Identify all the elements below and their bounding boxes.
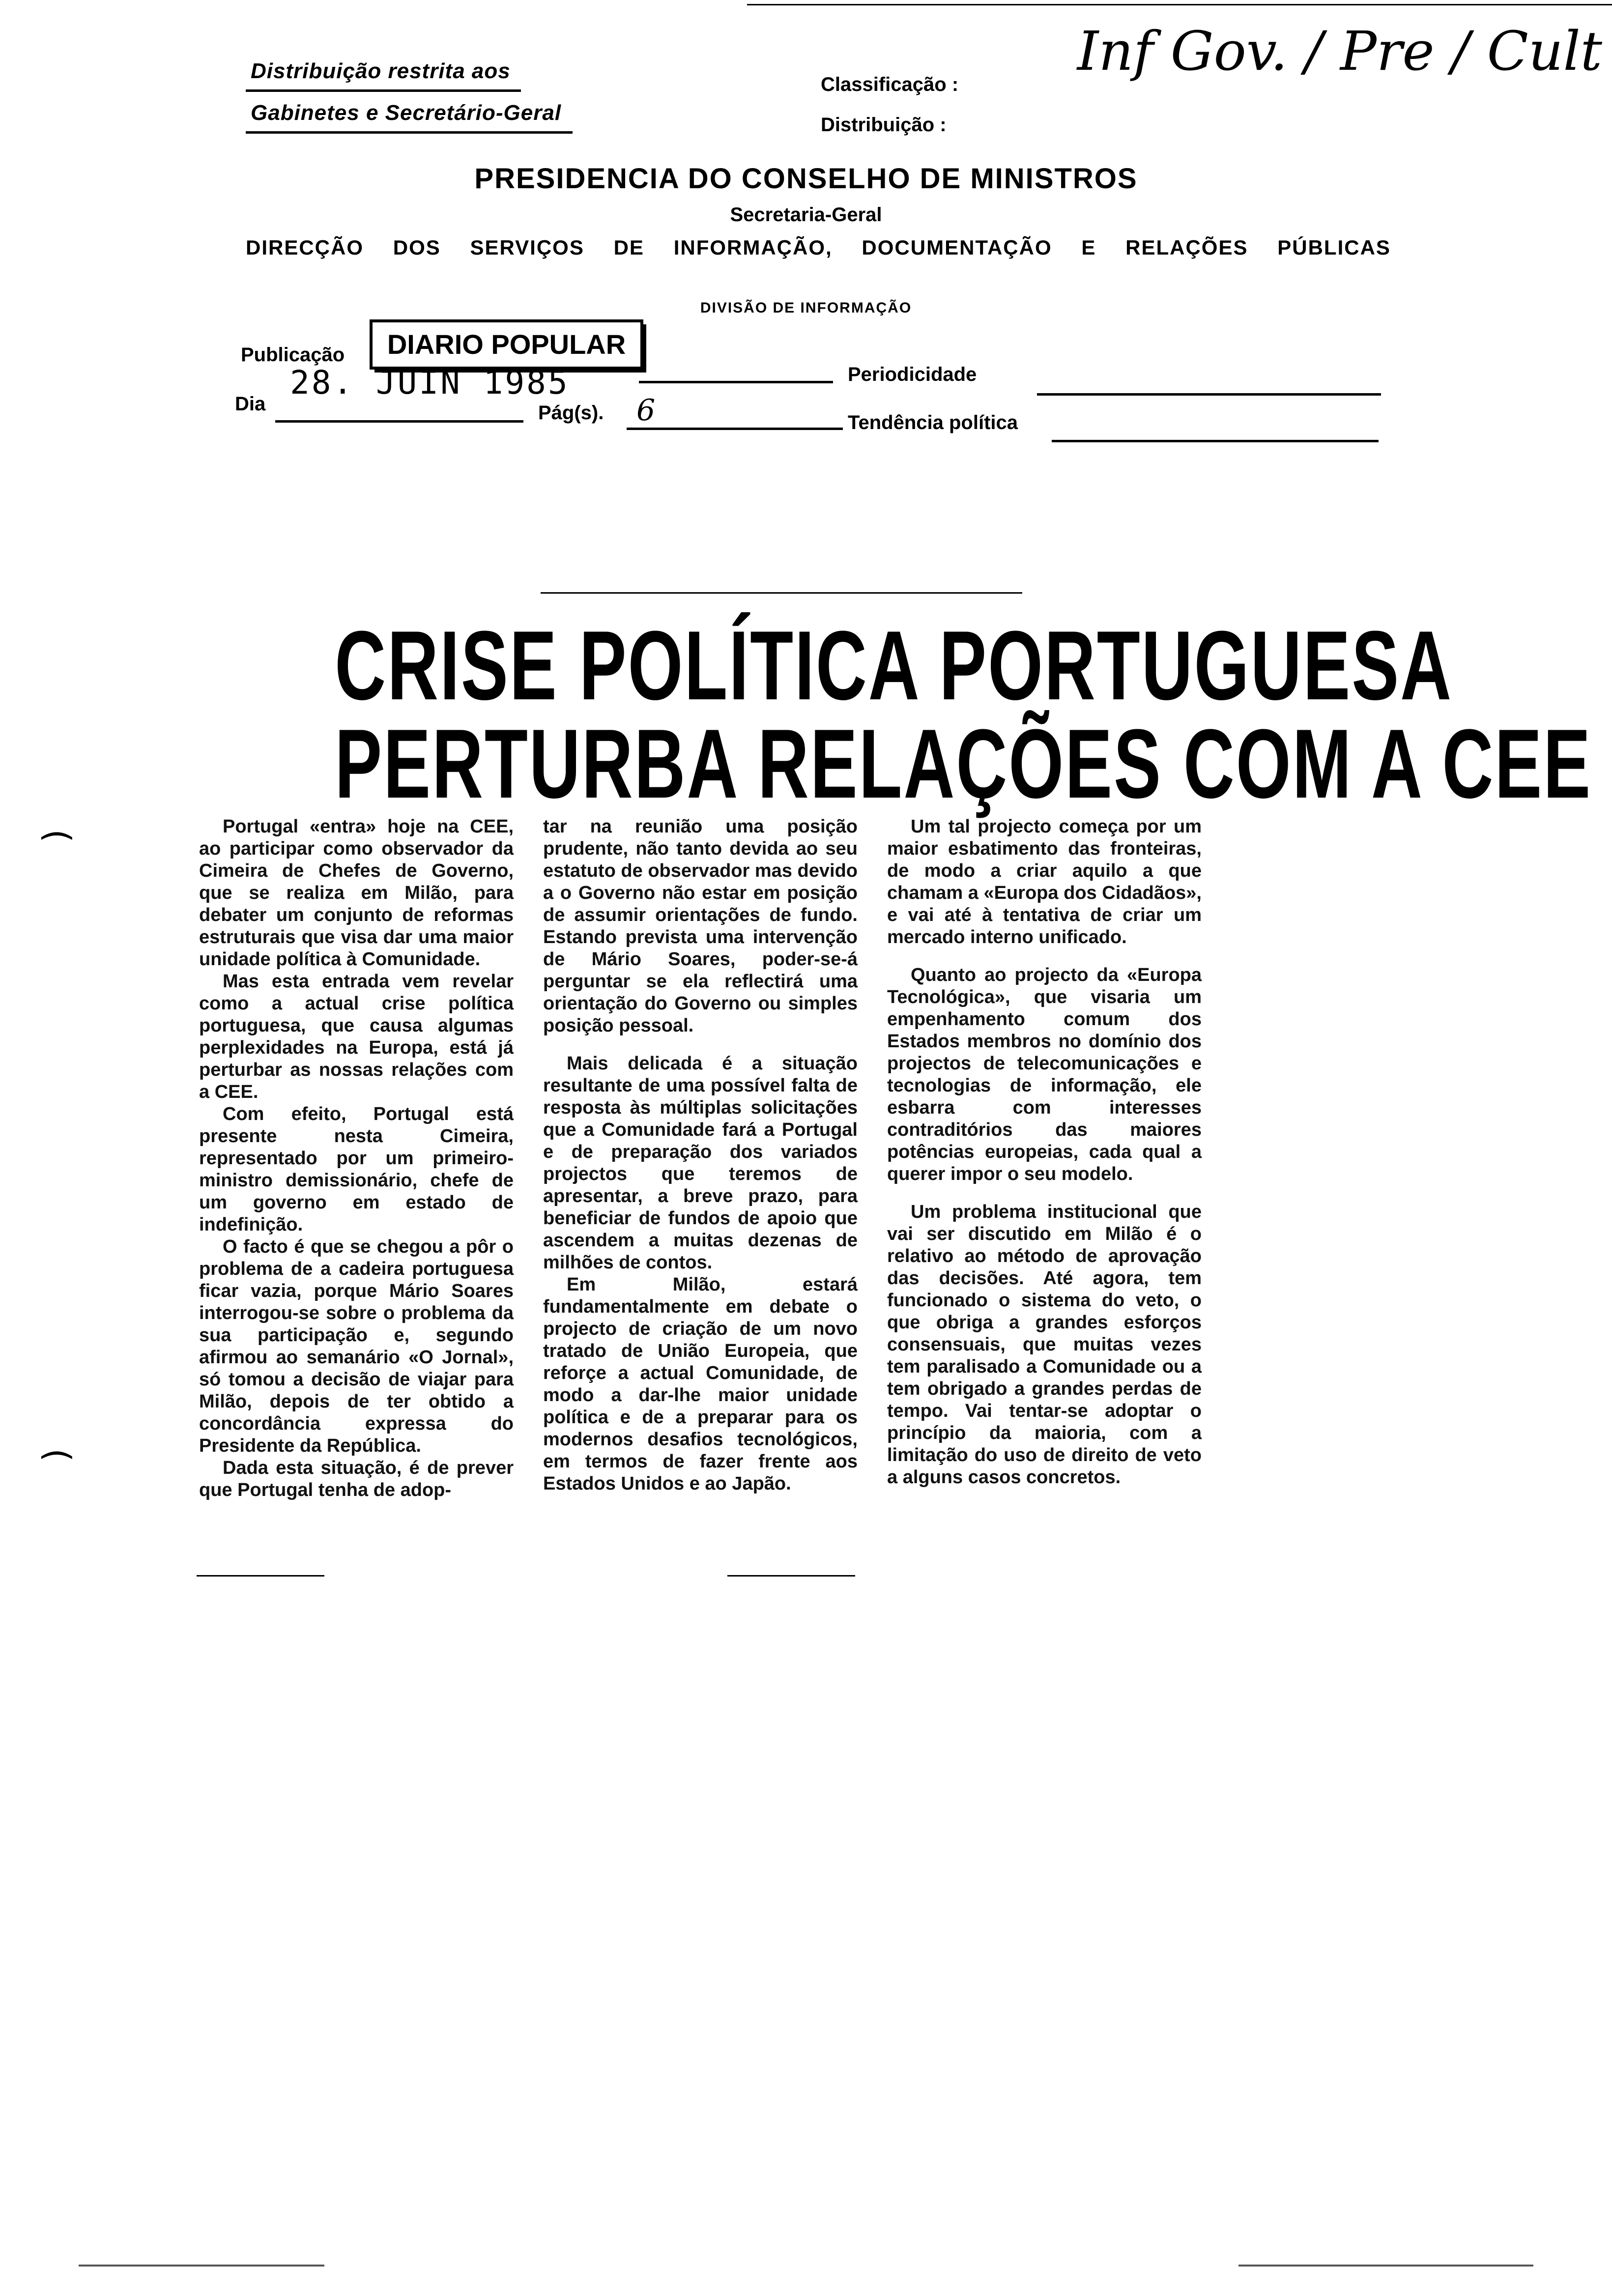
direction-word: RELAÇÕES [1125,236,1248,259]
article-paragraph: Mas esta entrada vem revelar como a actual crise política portuguesa, que causa algumas perplexidades na Europa, está já perturbar as nossas relações com a CEE. [199,971,514,1102]
article-paragraph: Um tal projecto começa por um maior esbatimento das fronteiras, de modo a criar aquilo a que chamam a «Europa dos Cidadãos», e vai até à tentativa de criar um mercado interno unificado. [887,816,1202,947]
margin-mark-2: ) [35,1448,76,1462]
article-paragraph: Portugal «entra» hoje na CEE, ao participar como observador da Cimeira de Chefes de Governo, que se realiza em Milão, para debater um conjunto de reformas estruturais que visa dar uma maior unidade política à Comunidade. [199,816,514,970]
article-top-rule [541,592,1022,594]
direction-word: DE [613,236,644,259]
direction-word: INFORMAÇÃO, [673,236,833,259]
article-paragraph: tar na reunião uma posição prudente, não tanto devida ao seu estatuto de observador mas devido a o Governo não estar em posição de assumir orientações de fundo. Estando prevista uma intervenção de Mário Soares, poder-se-á perguntar se ela reflectirá uma orientação do Governo ou simples posição pessoal. [543,816,858,1036]
direction-word: PÚBLICAS [1277,236,1391,259]
article-paragraph: Quanto ao projecto da «Europa Tecnológica», que visaria um empenhamento comum dos Estados membros no domínio dos projectos de telecomunicações e tecnologias de informação, ele esbarra com interesses contraditórios das maiores potências europeias, cada qual a querer impor o seu modelo. [887,965,1202,1184]
division-label: DIVISÃO DE INFORMAÇÃO [700,300,912,316]
distribution-label: Distribuição : [821,114,947,136]
handwritten-annotation: Inf Gov. / Pre / Cult [1077,20,1602,83]
article-column-2 [543,816,858,1495]
publication-name-stamp: DIARIO POPULAR [370,319,643,370]
article-bottom-rule-left [197,1575,324,1577]
date-stamp: 28. JUIN 1985 [290,364,570,402]
margin-mark-1: ) [35,829,76,843]
day-label: Dia [235,393,266,415]
footer-scan-mark [79,2265,324,2267]
restricted-underline-2 [246,131,573,134]
headline-line1: CRISE POLÍTICA PORTUGUESA [335,611,1453,720]
day-underline [275,420,523,423]
headline-line2: PERTURBA RELAÇÕES COM A CEE [335,709,1592,819]
article-paragraph: Mais delicada é a situação resultante de uma possível falta de resposta às múltiplas solicitações que a Comunidade fará a Portugal e de preparação dos variados projectos que teremos de apresentar, a breve prazo, para beneficiar de fundos de apoio que ascendem a muitas dezenas de milhões de contos. [543,1053,858,1273]
direction-word: SERVIÇOS [470,236,584,259]
political-tendency-label: Tendência política [848,412,1018,433]
periodicity-label: Periodicidade [848,364,977,385]
org-title: PRESIDENCIA DO CONSELHO DE MINISTROS [474,163,1138,195]
org-subtitle: Secretaria-Geral [730,204,882,226]
top-border-line [747,4,1612,5]
article-paragraph: Com efeito, Portugal está presente nesta Cimeira, representado por um primeiro-ministro demissionário, chefe de um governo em estado de indefinição. [199,1104,514,1235]
restricted-distribution-line2: Gabinetes e Secretário-Geral [251,101,562,125]
article-column-1 [199,816,514,1501]
direction-word: DOS [393,236,441,259]
restricted-distribution-line1: Distribuição restrita aos [251,59,511,83]
periodicity-underline [1037,393,1381,396]
direction-word: E [1081,236,1096,259]
pages-value: 6 [636,393,656,428]
article-paragraph: Em Milão, estará fundamentalmente em debate o projecto de criação de um novo tratado de União Europeia, que reforçe a actual Comunidade, de modo a dar-lhe maior unidade política e de a preparar para os modernos desafios tecnológicos, em termos de fazer frente aos Estados Unidos e ao Japão. [543,1274,858,1494]
article-column-3 [887,816,1202,1489]
direction-word: DOCUMENTAÇÃO [862,236,1052,259]
article-paragraph: O facto é que se chegou a pôr o problema de a cadeira portuguesa ficar vazia, porque Mário Soares interrogou-se sobre o problema da sua participação e, segundo afirmou ao semanário «O Jornal», só tomou a decisão de viajar para Milão, depois de ter obtido a concordância expressa do Presidente da República. [199,1236,514,1456]
restricted-underline-1 [246,89,521,92]
footer-scan-mark [1238,2265,1533,2267]
article-bottom-rule-right [727,1575,855,1577]
direction-word: DIRECÇÃO [246,236,364,259]
pages-label: Pág(s). [538,402,604,424]
political-underline [1052,440,1379,442]
pages-underline [627,428,843,430]
direction-line [246,236,1391,259]
classification-label: Classificação : [821,74,959,95]
publication-underline [639,381,833,383]
article-paragraph: Dada esta situação, é de prever que Portugal tenha de adop- [199,1458,514,1500]
article-paragraph: Um problema institucional que vai ser discutido em Milão é o relativo ao método de aprovação das decisões. Até agora, tem funcionado o sistema do veto, o que obriga a grandes esforços consensuais, que muitas vezes tem paralisado a Comunidade ou a tem obrigado a grandes perdas de tempo. Vai tentar-se adoptar o princípio da maioria, com a limitação do uso de direito de veto a alguns casos concretos. [887,1202,1202,1488]
publication-label: Publicação [241,344,345,366]
